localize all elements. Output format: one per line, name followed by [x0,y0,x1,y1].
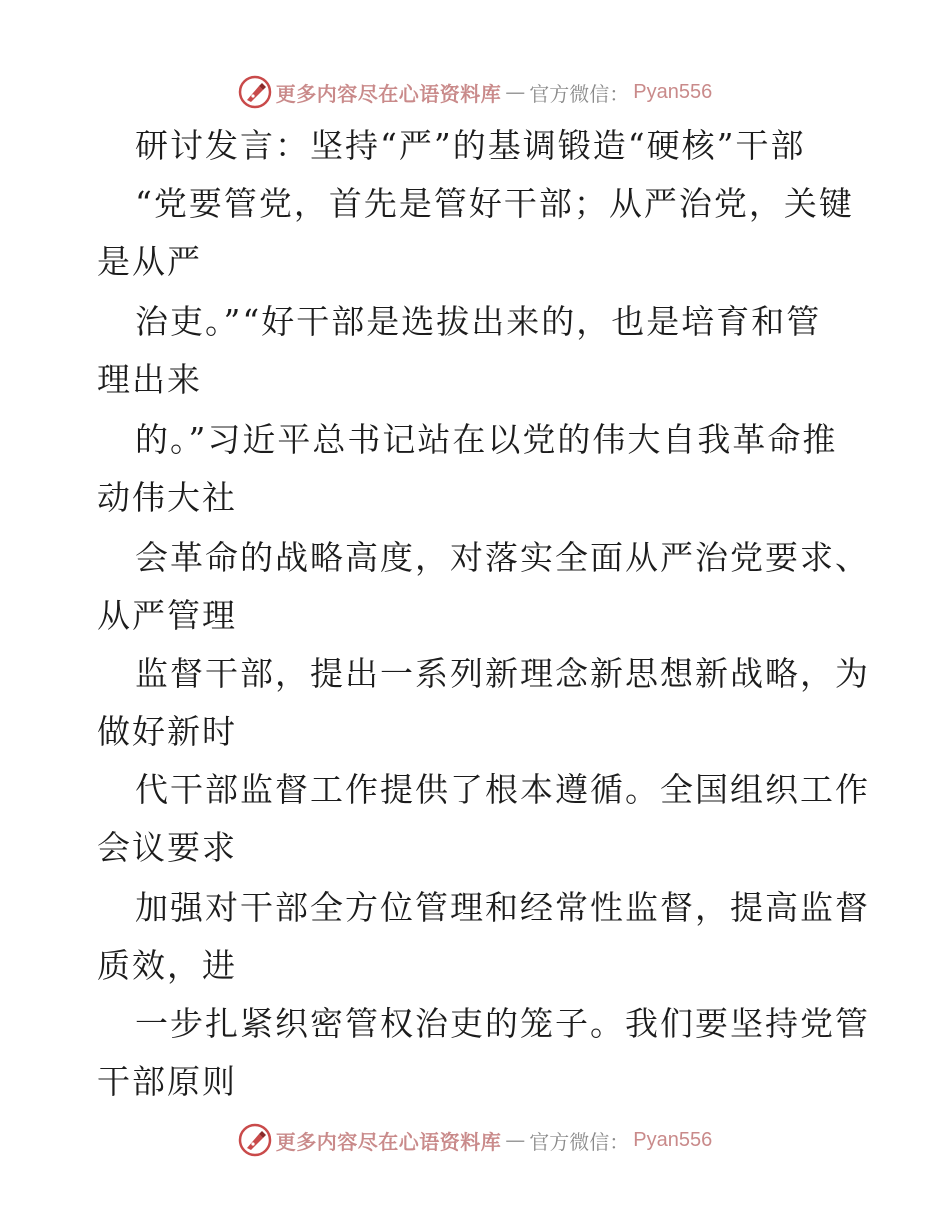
watermark-separator: — [505,1128,526,1152]
pen-nib-logo-icon [238,1123,272,1157]
paragraph-line: “党要管党，首先是管好干部；从严治党，关键 [135,184,854,223]
watermark-contact-label: 官方微信： [529,1129,630,1154]
watermark-contact-label: 官方微信： [529,81,630,106]
pen-nib-logo-icon [238,75,272,109]
paragraph-line: 干部原则 [97,1062,237,1101]
watermark-separator: — [505,80,526,104]
watermark-contact-id: Pyan556 [633,80,713,103]
paragraph-line: 一步扎紧织密管权治吏的笼子。我们要坚持党管 [135,1004,870,1043]
document-title: 研讨发言：坚持“严”的基调锻造“硬核”干部 [135,126,806,165]
paragraph-line: 质效，进 [97,946,237,985]
paragraph-line: 加强对干部全方位管理和经常性监督，提高监督 [135,888,870,927]
paragraph-line: 理出来 [97,360,202,399]
paragraph-line: 是从严 [97,242,202,281]
paragraph-line: 会议要求 [97,828,237,867]
paragraph-line: 从严管理 [97,596,237,635]
watermark-text: 更多内容尽在心语资料库 [275,81,502,106]
footer-watermark [0,1120,950,1160]
paragraph-line: 会革命的战略高度，对落实全面从严治党要求、 [135,538,870,577]
paragraph-line: 代干部监督工作提供了根本遵循。全国组织工作 [135,770,870,809]
paragraph-line: 治吏。”“好干部是选拔出来的，也是培育和管 [135,302,822,341]
paragraph-line: 监督干部，提出一系列新理念新思想新战略，为 [135,654,870,693]
paragraph-line: 的。”习近平总书记站在以党的伟大自我革命推 [135,420,838,459]
watermark-contact-id: Pyan556 [633,1128,713,1151]
header-watermark [0,72,950,112]
paragraph-line: 做好新时 [97,712,237,751]
paragraph-line: 动伟大社 [97,478,237,517]
watermark-text: 更多内容尽在心语资料库 [275,1129,502,1154]
